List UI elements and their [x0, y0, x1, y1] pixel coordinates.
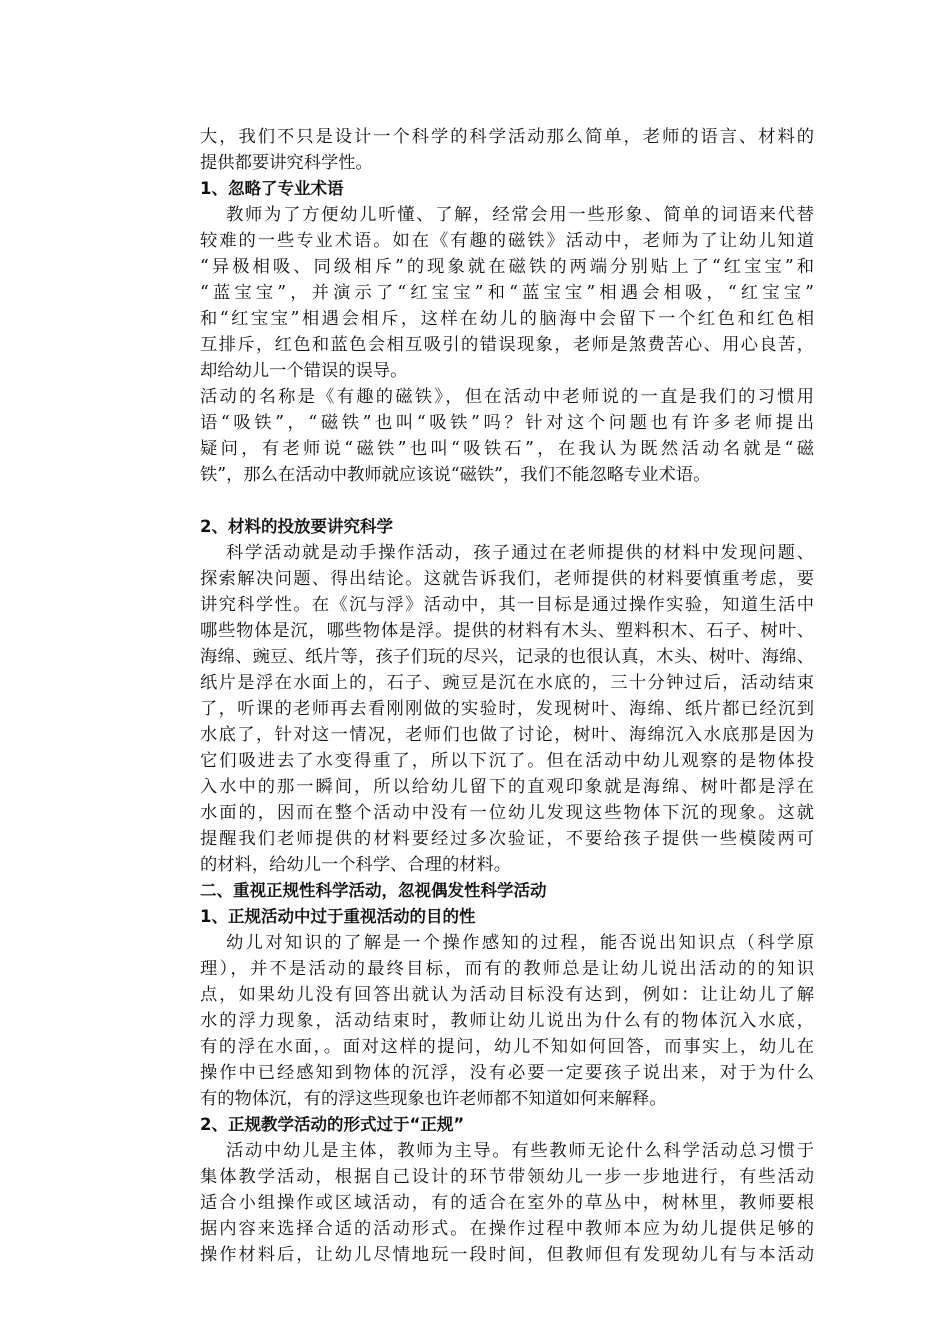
paragraph-line: 较难的一些专业术语。如在《有趣的磁铁》活动中，老师为了让幼儿知道	[200, 231, 814, 251]
paragraph-line: 探索解决问题、得出结论。这就告诉我们，老师提供的材料要慎重考虑，要	[200, 569, 814, 589]
paragraph-line: 语“吸铁”，“磁铁”也叫“吸铁”吗？针对这个问题也有许多老师提出	[200, 413, 814, 433]
paragraph-line: 集体教学活动，根据自己设计的环节带领幼儿一步一步地进行，有些活动	[200, 1167, 814, 1187]
paragraph-line: 大，我们不只是设计一个科学的科学活动那么简单，老师的语言、材料的	[200, 127, 814, 147]
paragraph-line: 入水中的那一瞬间，所以给幼儿留下的直观印象就是海绵、树叶都是浮在	[200, 777, 814, 797]
paragraph-line: 科学活动就是动手操作活动，孩子通过在老师提供的材料中发现问题、	[226, 543, 814, 563]
paragraph-line: “蓝宝宝”，并演示了“红宝宝”和“蓝宝宝”相遇会相吸，“红宝宝”	[200, 283, 814, 303]
paragraph-line: 点，如果幼儿没有回答出就认为活动目标没有达到，例如：让让幼儿了解	[200, 985, 814, 1005]
paragraph-line: 操作材料后，让幼儿尽情地玩一段时间，但教师但有发现幼儿有与本活动	[200, 1245, 814, 1265]
paragraph-line: 有的浮在水面，。面对这样的提问，幼儿不知如何回答，而事实上，幼儿在	[200, 1037, 814, 1057]
paragraph-line: 理），并不是活动的最终目标，而有的教师总是让幼儿说出活动的的知识	[200, 959, 814, 979]
paragraph-line: 讲究科学性。在《沉与浮》活动中，其一目标是通过操作实验，知道生活中	[200, 595, 814, 615]
document-page	[200, 124, 814, 1268]
paragraph-line: 幼儿对知识的了解是一个操作感知的过程，能否说出知识点（科学原	[226, 933, 814, 953]
paragraph-line: 纸片是浮在水面上的，石子、豌豆是沉在水底的，三十分钟过后，活动结束	[200, 673, 814, 693]
paragraph-line: 却给幼儿一个错误的误导。	[200, 361, 408, 381]
paragraph-line: 它们吸进去了水变得重了，所以下沉了。但在活动中幼儿观察的是物体投	[200, 751, 814, 771]
paragraph-line: 水面的，因而在整个活动中没有一位幼儿发现这些物体下沉的现象。这就	[200, 803, 814, 823]
paragraph-line: 水底了，针对这一情况，老师们也做了讨论，树叶、海绵沉入水底那是因为	[200, 725, 814, 745]
paragraph-line: “异极相吸、同级相斥”的现象就在磁铁的两端分别贴上了“红宝宝”和	[200, 257, 814, 277]
paragraph-line: 疑问，有老师说“磁铁”也叫“吸铁石”，在我认为既然活动名就是“磁	[200, 439, 814, 459]
paragraph-line: 操作中已经感知到物体的沉浮，没有必要一定要孩子说出来，对于为什么	[200, 1063, 814, 1083]
paragraph-line: 铁”，那么在活动中教师就应该说“磁铁”，我们不能忽略专业术语。	[200, 465, 711, 485]
paragraph-line: 有的物体沉，有的浮这些现象也许老师都不知道如何来解释。	[200, 1089, 667, 1109]
section-heading: 2、材料的投放要讲究科学	[200, 517, 393, 536]
paragraph-line: 和“红宝宝”相遇会相斥，这样在幼儿的脑海中会留下一个红色和红色相	[200, 309, 814, 329]
paragraph-line: 教师为了方便幼儿听懂、了解，经常会用一些形象、简单的词语来代替	[226, 205, 814, 225]
paragraph-line: 海绵、豌豆、纸片等，孩子们玩的尽兴，记录的也很认真，木头、树叶、海绵、	[200, 647, 814, 667]
blank-line	[200, 488, 814, 514]
section-heading: 1、忽略了专业术语	[200, 179, 344, 198]
paragraph-line: 提醒我们老师提供的材料要经过多次验证，不要给孩子提供一些模陵两可	[200, 829, 814, 849]
section-heading: 1、正规活动中过于重视活动的目的性	[200, 907, 476, 926]
paragraph-line: 活动中幼儿是主体，教师为主导。有些教师无论什么科学活动总习惯于	[226, 1141, 814, 1161]
paragraph-line: 水的浮力现象，活动结束时，教师让幼儿说出为什么有的物体沉入水底，	[200, 1011, 814, 1031]
section-heading: 二、重视正规性科学活动，忽视偶发性科学活动	[200, 881, 547, 900]
paragraph-line: 的材料，给幼儿一个科学、合理的材料。	[200, 855, 512, 875]
paragraph-line: 据内容来选择合适的活动形式。在操作过程中教师本应为幼儿提供足够的	[200, 1219, 814, 1239]
paragraph-line: 互排斥，红色和蓝色会相互吸引的错误现象，老师是煞费苦心、用心良苦，	[200, 335, 814, 355]
section-heading: 2、正规教学活动的形式过于“正规”	[200, 1115, 465, 1134]
paragraph-line: 提供都要讲究科学性。	[200, 153, 373, 173]
paragraph-line: 适合小组操作或区域活动，有的适合在室外的草丛中，树林里，教师要根	[200, 1193, 814, 1213]
paragraph-line: 活动的名称是《有趣的磁铁》，但在活动中老师说的一直是我们的习惯用	[200, 387, 814, 407]
paragraph-line: 哪些物体是沉，哪些物体是浮。提供的材料有木头、塑料积木、石子、树叶、	[200, 621, 814, 641]
paragraph-line: 了，听课的老师再去看刚刚做的实验时，发现树叶、海绵、纸片都已经沉到	[200, 699, 814, 719]
